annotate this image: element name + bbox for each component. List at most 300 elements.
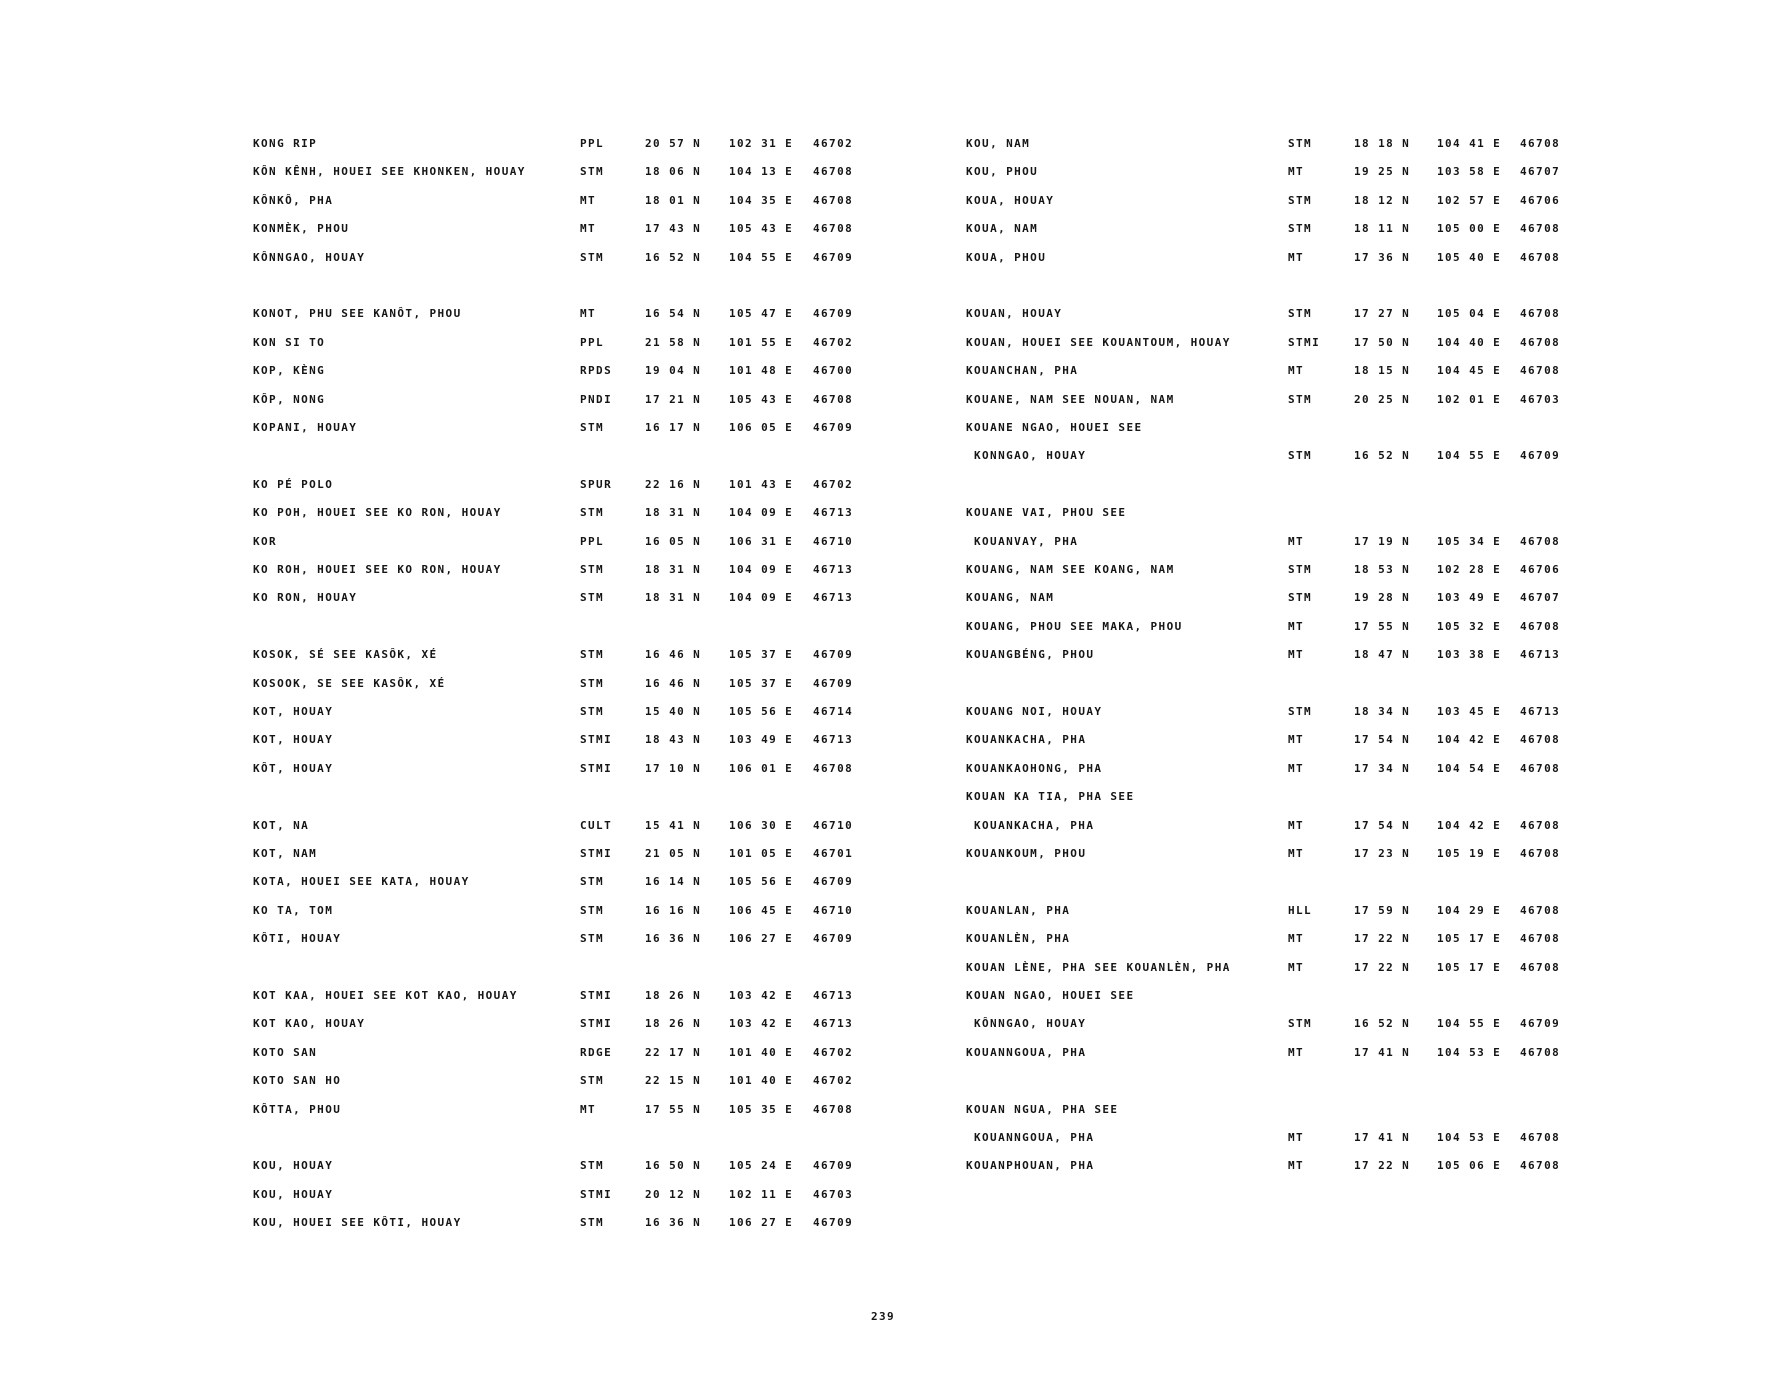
entry-lat: 17 43 N	[645, 222, 702, 236]
entry-ref: 46708	[1520, 307, 1561, 321]
entry-lat: 19 28 N	[1354, 591, 1411, 605]
entry-code: STM	[1288, 1017, 1313, 1031]
entry-lat: 21 58 N	[645, 335, 702, 349]
entry-lon: 106 05 E	[729, 421, 794, 434]
entry-code: STM	[580, 1074, 605, 1088]
entry-code: MT	[580, 222, 597, 236]
entry-ref: 46708	[1520, 1159, 1561, 1173]
entry-lon: 106 31 E	[729, 534, 794, 548]
entry-ref: 46709	[813, 1159, 854, 1173]
entry-name: KOSOOK, SE SEE KASÔK, XÉ	[253, 676, 446, 690]
entry-lat: 17 10 N	[645, 761, 702, 775]
entry-name: KONNGAO, HOUAY	[974, 449, 1087, 463]
entry-lat: 17 22 N	[1354, 932, 1411, 946]
entry-lon: 104 54 E	[1437, 761, 1502, 775]
entry-name: KOUAN LÈNE, PHA SEE KOUANLÈN, PHA	[966, 960, 1231, 974]
entry-name: KOPANI, HOUAY	[253, 421, 358, 434]
entry-lon: 102 31 E	[729, 137, 794, 150]
entry-lat: 16 05 N	[645, 534, 702, 548]
entry-lon: 101 55 E	[729, 335, 794, 349]
entry-name: KÔP, NONG	[253, 392, 326, 406]
entry-name: KONG RIP	[253, 137, 318, 150]
entry-lat: 17 27 N	[1354, 307, 1411, 321]
entry-lon: 105 40 E	[1437, 250, 1502, 264]
entry-lat: 16 52 N	[1354, 1017, 1411, 1031]
entry-lat: 17 36 N	[1354, 250, 1411, 264]
entry-lon: 105 17 E	[1437, 932, 1502, 946]
entry-ref: 46708	[1520, 137, 1561, 150]
entry-lon: 101 43 E	[729, 477, 794, 491]
entry-name: KOUANLAN, PHA	[966, 903, 1071, 917]
entry-lat: 20 12 N	[645, 1187, 702, 1201]
entry-ref: 46707	[1520, 165, 1561, 179]
entry-lat: 16 52 N	[645, 250, 702, 264]
entry-code: MT	[1288, 250, 1305, 264]
entry-code: MT	[1288, 1159, 1305, 1173]
entry-code: MT	[1288, 165, 1305, 179]
entry-code: STMI	[1288, 335, 1321, 349]
entry-ref: 46714	[813, 705, 854, 718]
entry-name: KOUANE NGAO, HOUEI SEE	[966, 421, 1143, 434]
entry-lon: 105 43 E	[729, 392, 794, 406]
entry-lon: 105 00 E	[1437, 222, 1502, 236]
entry-lat: 17 59 N	[1354, 903, 1411, 917]
entry-ref: 46702	[813, 1045, 854, 1059]
entry-code: STM	[580, 165, 605, 179]
entry-code: MT	[580, 1102, 597, 1116]
entry-ref: 46702	[813, 1074, 854, 1088]
entry-name: KOUA, NAM	[966, 222, 1039, 236]
entry-lat: 17 22 N	[1354, 960, 1411, 974]
entry-lon: 104 09 E	[729, 591, 794, 605]
entry-name: KOTA, HOUEI SEE KATA, HOUAY	[253, 875, 470, 889]
entry-lon: 104 29 E	[1437, 903, 1502, 917]
entry-name: KOUANLÈN, PHA	[966, 932, 1071, 946]
entry-lat: 17 41 N	[1354, 1131, 1411, 1144]
entry-ref: 46709	[1520, 449, 1561, 463]
entry-lat: 16 54 N	[645, 307, 702, 321]
entry-name: KOSOK, SÉ SEE KASÔK, XÉ	[253, 648, 438, 662]
entry-lat: 17 54 N	[1354, 733, 1411, 747]
entry-code: MT	[1288, 1045, 1305, 1059]
entry-name: KÔN KÊNH, HOUEI SEE KHONKEN, HOUAY	[253, 165, 526, 179]
entry-lon: 101 40 E	[729, 1045, 794, 1059]
entry-name: KOR	[253, 534, 278, 548]
entry-lon: 104 45 E	[1437, 364, 1502, 378]
entry-code: STM	[580, 648, 605, 662]
entry-lat: 17 41 N	[1354, 1045, 1411, 1059]
entry-lat: 16 16 N	[645, 903, 702, 917]
entry-code: STM	[580, 676, 605, 690]
entry-ref: 46708	[1520, 364, 1561, 378]
entry-ref: 46713	[813, 733, 854, 747]
entry-ref: 46701	[813, 847, 854, 860]
entry-code: MT	[1288, 818, 1305, 832]
entry-lon: 103 38 E	[1437, 648, 1502, 662]
entry-lat: 17 22 N	[1354, 1159, 1411, 1173]
entry-lon: 104 09 E	[729, 563, 794, 576]
entry-name: KO RON, HOUAY	[253, 591, 358, 605]
entry-lat: 18 31 N	[645, 506, 702, 520]
entry-ref: 46703	[1520, 392, 1561, 406]
entry-code: STM	[580, 932, 605, 946]
entry-ref: 46708	[1520, 932, 1561, 946]
entry-ref: 46708	[1520, 761, 1561, 775]
entry-lat: 22 17 N	[645, 1045, 702, 1059]
entry-lat: 18 01 N	[645, 193, 702, 207]
entry-code: RDGE	[580, 1045, 613, 1059]
entry-code: MT	[1288, 534, 1305, 548]
entry-lon: 103 45 E	[1437, 705, 1502, 718]
entry-ref: 46707	[1520, 591, 1561, 605]
entry-code: CULT	[580, 818, 613, 832]
entry-lat: 18 06 N	[645, 165, 702, 179]
entry-code: MT	[1288, 733, 1305, 747]
entry-ref: 46710	[813, 818, 854, 832]
entry-name: KONMÈK, PHOU	[253, 222, 350, 236]
entry-lon: 102 57 E	[1437, 193, 1502, 207]
entry-lat: 16 36 N	[645, 1216, 702, 1230]
entry-ref: 46706	[1520, 193, 1561, 207]
entry-ref: 46709	[813, 648, 854, 662]
entry-lon: 105 32 E	[1437, 619, 1502, 633]
entry-lat: 16 46 N	[645, 676, 702, 690]
entry-name: KON SI TO	[253, 335, 326, 349]
entry-code: STMI	[580, 847, 613, 860]
entry-lat: 17 54 N	[1354, 818, 1411, 832]
entry-ref: 46709	[813, 250, 854, 264]
entry-name: KÔTI, HOUAY	[253, 932, 342, 946]
entry-ref: 46713	[1520, 648, 1561, 662]
entry-lat: 22 16 N	[645, 477, 702, 491]
entry-ref: 46708	[1520, 847, 1561, 860]
entry-lon: 101 48 E	[729, 364, 794, 378]
entry-name: KOT, NAM	[253, 847, 318, 860]
entry-ref: 46708	[813, 1102, 854, 1116]
entry-lat: 18 43 N	[645, 733, 702, 747]
entry-name: KONOT, PHU SEE KANÔT, PHOU	[253, 307, 462, 321]
entry-ref: 46700	[813, 364, 854, 378]
entry-lon: 104 09 E	[729, 506, 794, 520]
entry-lon: 106 45 E	[729, 903, 794, 917]
entry-lon: 102 01 E	[1437, 392, 1502, 406]
entry-code: HLL	[1288, 903, 1313, 917]
entry-code: PNDI	[580, 392, 613, 406]
entry-lon: 106 01 E	[729, 761, 794, 775]
entry-name: KOUA, PHOU	[966, 250, 1047, 264]
entry-name: KOT KAA, HOUEI SEE KOT KAO, HOUAY	[253, 989, 518, 1002]
entry-code: STM	[1288, 392, 1313, 406]
entry-code: STM	[1288, 137, 1313, 150]
entry-ref: 46708	[813, 165, 854, 179]
entry-lat: 17 55 N	[1354, 619, 1411, 633]
entry-lat: 16 46 N	[645, 648, 702, 662]
entry-code: PPL	[580, 137, 605, 150]
entry-ref: 46713	[813, 506, 854, 520]
entry-lat: 18 31 N	[645, 591, 702, 605]
entry-code: STM	[580, 421, 605, 434]
entry-ref: 46709	[813, 875, 854, 889]
entry-lon: 105 37 E	[729, 648, 794, 662]
entry-lon: 105 35 E	[729, 1102, 794, 1116]
entry-lon: 104 41 E	[1437, 137, 1502, 150]
entry-lat: 21 05 N	[645, 847, 702, 860]
entry-lat: 18 26 N	[645, 1017, 702, 1031]
entry-lon: 102 28 E	[1437, 563, 1502, 576]
entry-ref: 46706	[1520, 563, 1561, 576]
entry-ref: 46708	[1520, 250, 1561, 264]
entry-lat: 18 31 N	[645, 563, 702, 576]
entry-ref: 46708	[813, 392, 854, 406]
entry-ref: 46713	[813, 1017, 854, 1031]
entry-code: STM	[580, 705, 605, 718]
entry-lon: 103 49 E	[729, 733, 794, 747]
entry-name: KOU, NAM	[966, 137, 1031, 150]
entry-lon: 105 56 E	[729, 875, 794, 889]
entry-code: STMI	[580, 761, 613, 775]
entry-lon: 102 11 E	[729, 1187, 794, 1201]
entry-ref: 46708	[1520, 335, 1561, 349]
entry-name: KOP, KÈNG	[253, 364, 326, 378]
entry-lon: 103 49 E	[1437, 591, 1502, 605]
entry-lon: 104 40 E	[1437, 335, 1502, 349]
entry-lon: 104 55 E	[1437, 449, 1502, 463]
entry-ref: 46710	[813, 534, 854, 548]
entry-name: KOUANCHAN, PHA	[966, 364, 1079, 378]
entry-ref: 46708	[1520, 534, 1561, 548]
entry-ref: 46708	[1520, 619, 1561, 633]
entry-name: KOUANKACHA, PHA	[966, 733, 1087, 747]
entry-name: KOUANE VAI, PHOU SEE	[966, 506, 1127, 520]
entry-lat: 17 21 N	[645, 392, 702, 406]
entry-name: KOUANNGOUA, PHA	[974, 1131, 1095, 1144]
entry-lat: 17 34 N	[1354, 761, 1411, 775]
entry-name: KOT, HOUAY	[253, 705, 334, 718]
entry-name: KOT, NA	[253, 818, 310, 832]
entry-name: KOU, HOUAY	[253, 1187, 334, 1201]
entry-lat: 18 26 N	[645, 989, 702, 1002]
entry-name: KOUAN KA TIA, PHA SEE	[966, 790, 1135, 804]
entry-lon: 104 55 E	[1437, 1017, 1502, 1031]
entry-code: STM	[580, 563, 605, 576]
entry-ref: 46702	[813, 335, 854, 349]
entry-lon: 105 06 E	[1437, 1159, 1502, 1173]
entry-code: STM	[1288, 193, 1313, 207]
entry-ref: 46708	[1520, 222, 1561, 236]
entry-name: KOU, PHOU	[966, 165, 1039, 179]
entry-name: KOUAN, HOUAY	[966, 307, 1063, 321]
entry-lon: 103 58 E	[1437, 165, 1502, 179]
entry-lon: 106 27 E	[729, 932, 794, 946]
entry-name: KOUANE, NAM SEE NOUAN, NAM	[966, 392, 1175, 406]
entry-lon: 105 24 E	[729, 1159, 794, 1173]
entry-lat: 17 55 N	[645, 1102, 702, 1116]
entry-lon: 103 42 E	[729, 1017, 794, 1031]
entry-lat: 16 52 N	[1354, 449, 1411, 463]
entry-lon: 104 53 E	[1437, 1131, 1502, 1144]
entry-code: MT	[1288, 619, 1305, 633]
entry-lon: 105 04 E	[1437, 307, 1502, 321]
entry-code: STM	[1288, 449, 1313, 463]
entry-code: STM	[1288, 563, 1313, 576]
entry-lat: 16 36 N	[645, 932, 702, 946]
entry-code: RPDS	[580, 364, 613, 378]
entry-ref: 46702	[813, 477, 854, 491]
entry-code: MT	[1288, 932, 1305, 946]
entry-code: STM	[580, 903, 605, 917]
entry-code: SPUR	[580, 477, 613, 491]
entry-ref: 46713	[813, 591, 854, 605]
entry-ref: 46709	[813, 1216, 854, 1230]
entry-code: STM	[580, 250, 605, 264]
entry-ref: 46713	[1520, 705, 1561, 718]
entry-lon: 106 30 E	[729, 818, 794, 832]
entry-lon: 101 40 E	[729, 1074, 794, 1088]
entry-code: STMI	[580, 989, 613, 1002]
entry-lon: 104 53 E	[1437, 1045, 1502, 1059]
entry-lat: 20 25 N	[1354, 392, 1411, 406]
entry-name: KOU, HOUEI SEE KÔTI, HOUAY	[253, 1216, 462, 1230]
entry-code: STMI	[580, 1187, 613, 1201]
entry-ref: 46709	[813, 421, 854, 434]
entry-name: KOUANGBÉNG, PHOU	[966, 648, 1095, 662]
entry-lat: 18 47 N	[1354, 648, 1411, 662]
entry-name: KO TA, TOM	[253, 903, 334, 917]
page-number: 239	[870, 1310, 896, 1323]
entry-name: KO PÉ POLO	[253, 477, 334, 491]
entry-lat: 19 04 N	[645, 364, 702, 378]
entry-lon: 104 35 E	[729, 193, 794, 207]
entry-name: KOU, HOUAY	[253, 1159, 334, 1173]
entry-name: KOUANPHOUAN, PHA	[966, 1159, 1095, 1173]
entry-code: STMI	[580, 1017, 613, 1031]
entry-ref: 46709	[1520, 1017, 1561, 1031]
entry-code: MT	[1288, 648, 1305, 662]
entry-code: STMI	[580, 733, 613, 747]
entry-name: KOUANG, NAM SEE KOANG, NAM	[966, 563, 1175, 576]
entry-lon: 104 42 E	[1437, 733, 1502, 747]
entry-lat: 17 19 N	[1354, 534, 1411, 548]
entry-lat: 18 15 N	[1354, 364, 1411, 378]
entry-name: KOUAN NGAO, HOUEI SEE	[966, 989, 1135, 1002]
entry-ref: 46709	[813, 932, 854, 946]
entry-ref: 46713	[813, 563, 854, 576]
entry-ref: 46708	[1520, 818, 1561, 832]
entry-code: MT	[580, 307, 597, 321]
entry-lon: 104 13 E	[729, 165, 794, 179]
entry-code: STM	[580, 591, 605, 605]
entry-name: KOUANG, PHOU SEE MAKA, PHOU	[966, 619, 1183, 633]
entry-ref: 46710	[813, 903, 854, 917]
entry-name: KOT KAO, HOUAY	[253, 1017, 366, 1031]
entry-code: STM	[580, 1216, 605, 1230]
entry-name: KOUANVAY, PHA	[974, 534, 1079, 548]
entry-name: KÔT, HOUAY	[253, 761, 334, 775]
entry-name: KO ROH, HOUEI SEE KO RON, HOUAY	[253, 563, 502, 576]
entry-name: KOUAN NGUA, PHA SEE	[966, 1102, 1119, 1116]
entry-lat: 18 11 N	[1354, 222, 1411, 236]
entry-lon: 105 19 E	[1437, 847, 1502, 860]
entry-name: KOTO SAN HO	[253, 1074, 342, 1088]
entry-lat: 18 12 N	[1354, 193, 1411, 207]
entry-code: MT	[1288, 1131, 1305, 1144]
entry-lon: 105 47 E	[729, 307, 794, 321]
entry-code: MT	[580, 193, 597, 207]
entry-name: KOUANG, NAM	[966, 591, 1055, 605]
entry-name: KOUA, HOUAY	[966, 193, 1055, 207]
entry-lon: 106 27 E	[729, 1216, 794, 1230]
entry-lon: 104 55 E	[729, 250, 794, 264]
entry-lon: 105 43 E	[729, 222, 794, 236]
entry-lat: 17 23 N	[1354, 847, 1411, 860]
entry-name: KÔTTA, PHOU	[253, 1102, 342, 1116]
entry-lon: 105 17 E	[1437, 960, 1502, 974]
entry-lon: 105 37 E	[729, 676, 794, 690]
entry-lat: 18 34 N	[1354, 705, 1411, 718]
entry-name: KOUANKAOHONG, PHA	[966, 761, 1103, 775]
entry-ref: 46703	[813, 1187, 854, 1201]
entry-code: STM	[580, 1159, 605, 1173]
entry-name: KO POH, HOUEI SEE KO RON, HOUAY	[253, 506, 502, 520]
entry-code: MT	[1288, 761, 1305, 775]
entry-code: STM	[1288, 222, 1313, 236]
entry-lon: 103 42 E	[729, 989, 794, 1002]
entry-lat: 16 17 N	[645, 421, 702, 434]
entry-name: KOUANKOUM, PHOU	[966, 847, 1087, 860]
entry-name: KÔNNGAO, HOUAY	[253, 250, 366, 264]
entry-lon: 101 05 E	[729, 847, 794, 860]
entry-ref: 46709	[813, 676, 854, 690]
entry-name: KOUANNGOUA, PHA	[966, 1045, 1087, 1059]
entry-name: KOUANKACHA, PHA	[974, 818, 1095, 832]
entry-lat: 17 50 N	[1354, 335, 1411, 349]
entry-lat: 19 25 N	[1354, 165, 1411, 179]
entry-ref: 46713	[813, 989, 854, 1002]
entry-lat: 22 15 N	[645, 1074, 702, 1088]
entry-ref: 46708	[1520, 1131, 1561, 1144]
entry-ref: 46708	[813, 222, 854, 236]
entry-code: STM	[580, 875, 605, 889]
entry-lat: 18 53 N	[1354, 563, 1411, 576]
entry-ref: 46702	[813, 137, 854, 150]
entry-code: STM	[1288, 591, 1313, 605]
entry-code: PPL	[580, 534, 605, 548]
entry-code: STM	[1288, 705, 1313, 718]
entry-lon: 105 34 E	[1437, 534, 1502, 548]
entry-code: STM	[580, 506, 605, 520]
entry-ref: 46708	[1520, 903, 1561, 917]
entry-code: MT	[1288, 847, 1305, 860]
entry-ref: 46708	[813, 193, 854, 207]
entry-lat: 18 18 N	[1354, 137, 1411, 150]
entry-name: KOTO SAN	[253, 1045, 318, 1059]
entry-lat: 16 50 N	[645, 1159, 702, 1173]
entry-name: KOT, HOUAY	[253, 733, 334, 747]
entry-ref: 46708	[1520, 733, 1561, 747]
entry-name: KOUAN, HOUEI SEE KOUANTOUM, HOUAY	[966, 335, 1231, 349]
entry-name: KÔNKÔ, PHA	[253, 193, 334, 207]
entry-code: STM	[1288, 307, 1313, 321]
entry-code: PPL	[580, 335, 605, 349]
entry-ref: 46708	[1520, 1045, 1561, 1059]
entry-lat: 20 57 N	[645, 137, 702, 150]
entry-lat: 16 14 N	[645, 875, 702, 889]
entry-ref: 46708	[1520, 960, 1561, 974]
entry-lat: 15 40 N	[645, 705, 702, 718]
entry-name: KOUANG NOI, HOUAY	[966, 705, 1103, 718]
entry-ref: 46708	[813, 761, 854, 775]
entry-ref: 46709	[813, 307, 854, 321]
